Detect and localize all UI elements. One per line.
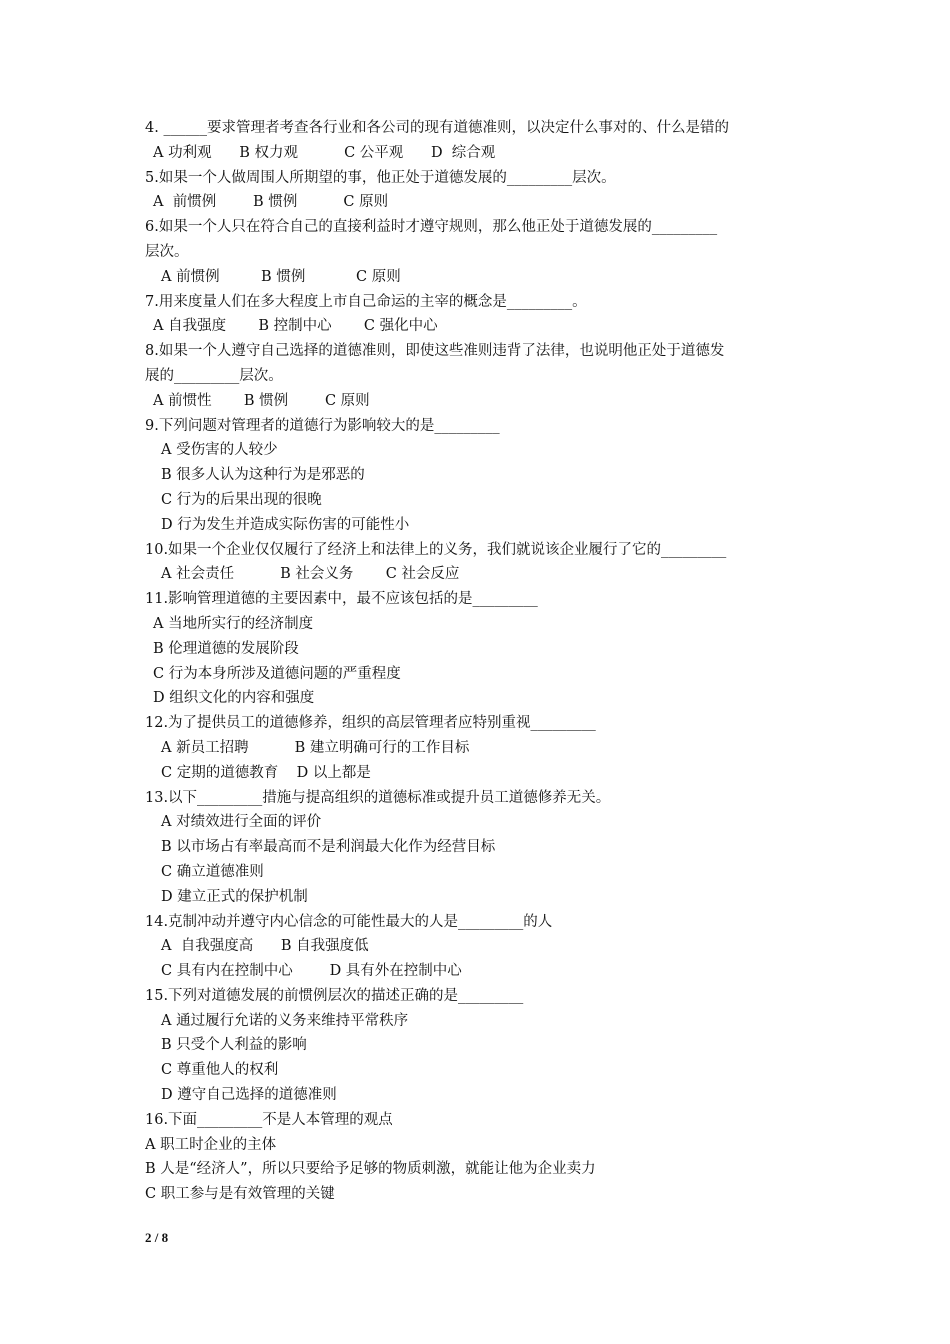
text-line: B 很多人认为这种行为是邪恶的 <box>161 467 365 484</box>
text-line: 4. ______要求管理者考查各行业和各公司的现有道德准则，以决定什么事对的、什么是错的 <box>145 120 729 136</box>
text-line: 13.以下_________措施与提高组织的道德标准或提升员工道德修养无关。 <box>145 789 611 806</box>
text-line: C 职工参与是有效管理的关键 <box>145 1186 335 1203</box>
text-line: 5.如果一个人做周围人所期望的事，他正处于道德发展的_________层次。 <box>145 169 616 186</box>
text-line: 11.影响管理道德的主要因素中，最不应该包括的是_________ <box>145 591 538 608</box>
text-line: B 人是“经济人”，所以只要给予足够的物质刺激，就能让他为企业卖力 <box>145 1161 596 1178</box>
text-line: B 伦理道德的发展阶段 <box>153 640 299 657</box>
text-line: C 具有内在控制中心 D 具有外在控制中心 <box>161 963 462 980</box>
text-line: A 前惯例 B 惯例 C 原则 <box>153 194 389 211</box>
text-line: 16.下面_________不是人本管理的观点 <box>145 1111 393 1128</box>
text-line: A 自我强度高 B 自我强度低 <box>161 938 369 955</box>
text-line: C 确立道德准则 <box>161 863 264 880</box>
text-line: D 组织文化的内容和强度 <box>153 690 315 707</box>
text-line: 12.为了提供员工的道德修养，组织的高层管理者应特别重视_________ <box>145 715 596 732</box>
text-line: D 遵守自己选择的道德准则 <box>161 1087 337 1104</box>
text-line: C 行为本身所涉及道德问题的严重程度 <box>153 665 401 682</box>
question-list <box>145 116 825 1207</box>
text-line: 层次。 <box>145 243 189 260</box>
text-line: A 受伤害的人较少 <box>161 442 278 459</box>
text-line: 14.克制冲动并遵守内心信念的可能性最大的人是_________的人 <box>145 913 553 930</box>
text-line: 8.如果一个人遵守自己选择的道德准则，即使这些准则违背了法律，也说明他正处于道德发 <box>145 343 725 360</box>
text-line: A 前惯例 B 惯例 C 原则 <box>161 268 401 285</box>
text-line: C 尊重他人的权利 <box>161 1062 279 1079</box>
text-line: D 行为发生并造成实际伤害的可能性小 <box>161 516 410 533</box>
text-line: 9.下列问题对管理者的道德行为影响较大的是_________ <box>145 417 500 434</box>
text-line: A 新员工招聘 B 建立明确可行的工作目标 <box>161 739 470 756</box>
text-line: A 通过履行允诺的义务来维持平常秩序 <box>161 1012 409 1029</box>
text-line: A 社会责任 B 社会义务 C 社会反应 <box>161 566 460 583</box>
text-line: C 定期的道德教育 D 以上都是 <box>161 764 371 781</box>
text-line: 展的_________层次。 <box>145 367 283 384</box>
text-line: 7.用来度量人们在多大程度上市自己命运的主宰的概念是_________。 <box>145 293 587 310</box>
text-line: A 功利观 B 权力观 C 公平观 D 综合观 <box>153 144 496 161</box>
text-line: 15.下列对道德发展的前惯例层次的描述正确的是_________ <box>145 987 524 1004</box>
text-line: A 当地所实行的经济制度 <box>153 615 314 632</box>
text-line: C 行为的后果出现的很晚 <box>161 491 322 508</box>
text-line: B 只受个人利益的影响 <box>161 1037 307 1054</box>
text-line: A 职工时企业的主体 <box>145 1136 277 1153</box>
text-line: 6.如果一个人只在符合自己的直接利益时才遵守规则，那么他正处于道德发展的_________ <box>145 219 718 236</box>
text-line: A 对绩效进行全面的评价 <box>161 814 322 831</box>
page-number: 2 / 8 <box>145 1230 169 1245</box>
text-line: 10.如果一个企业仅仅履行了经济上和法律上的义务，我们就说该企业履行了它的_________ <box>145 541 727 558</box>
text-line: A 前惯性 B 惯例 C 原则 <box>153 392 370 409</box>
text-line: D 建立正式的保护机制 <box>161 888 308 905</box>
text-line: B 以市场占有率最高而不是利润最大化作为经营目标 <box>161 839 496 856</box>
text-line: A 自我强度 B 控制中心 C 强化中心 <box>153 318 438 335</box>
